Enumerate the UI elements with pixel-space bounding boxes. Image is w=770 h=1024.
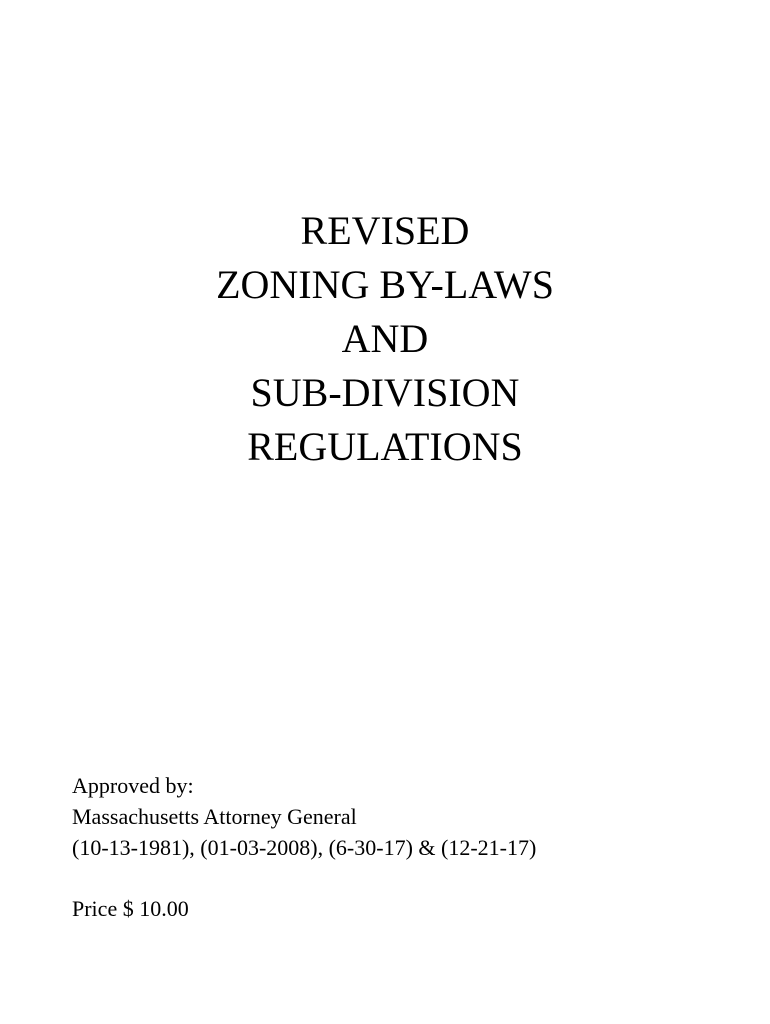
approval-label: Approved by: [72,773,194,798]
title-line-and: AND [341,316,429,361]
price-text: Price $ 10.00 [72,896,189,921]
approval-dates: (10-13-1981), (01-03-2008), (6-30-17) & (12-21-17) [72,835,537,860]
title-line-zoning-by-laws: ZONING BY-LAWS [216,262,554,307]
title-line-regulations: REGULATIONS [247,424,523,469]
approving-authority: Massachusetts Attorney General [72,804,357,829]
document-title [0,204,770,474]
title-line-sub-division: SUB-DIVISION [250,370,520,415]
title-line-revised: REVISED [300,208,470,253]
approval-section [72,770,752,863]
